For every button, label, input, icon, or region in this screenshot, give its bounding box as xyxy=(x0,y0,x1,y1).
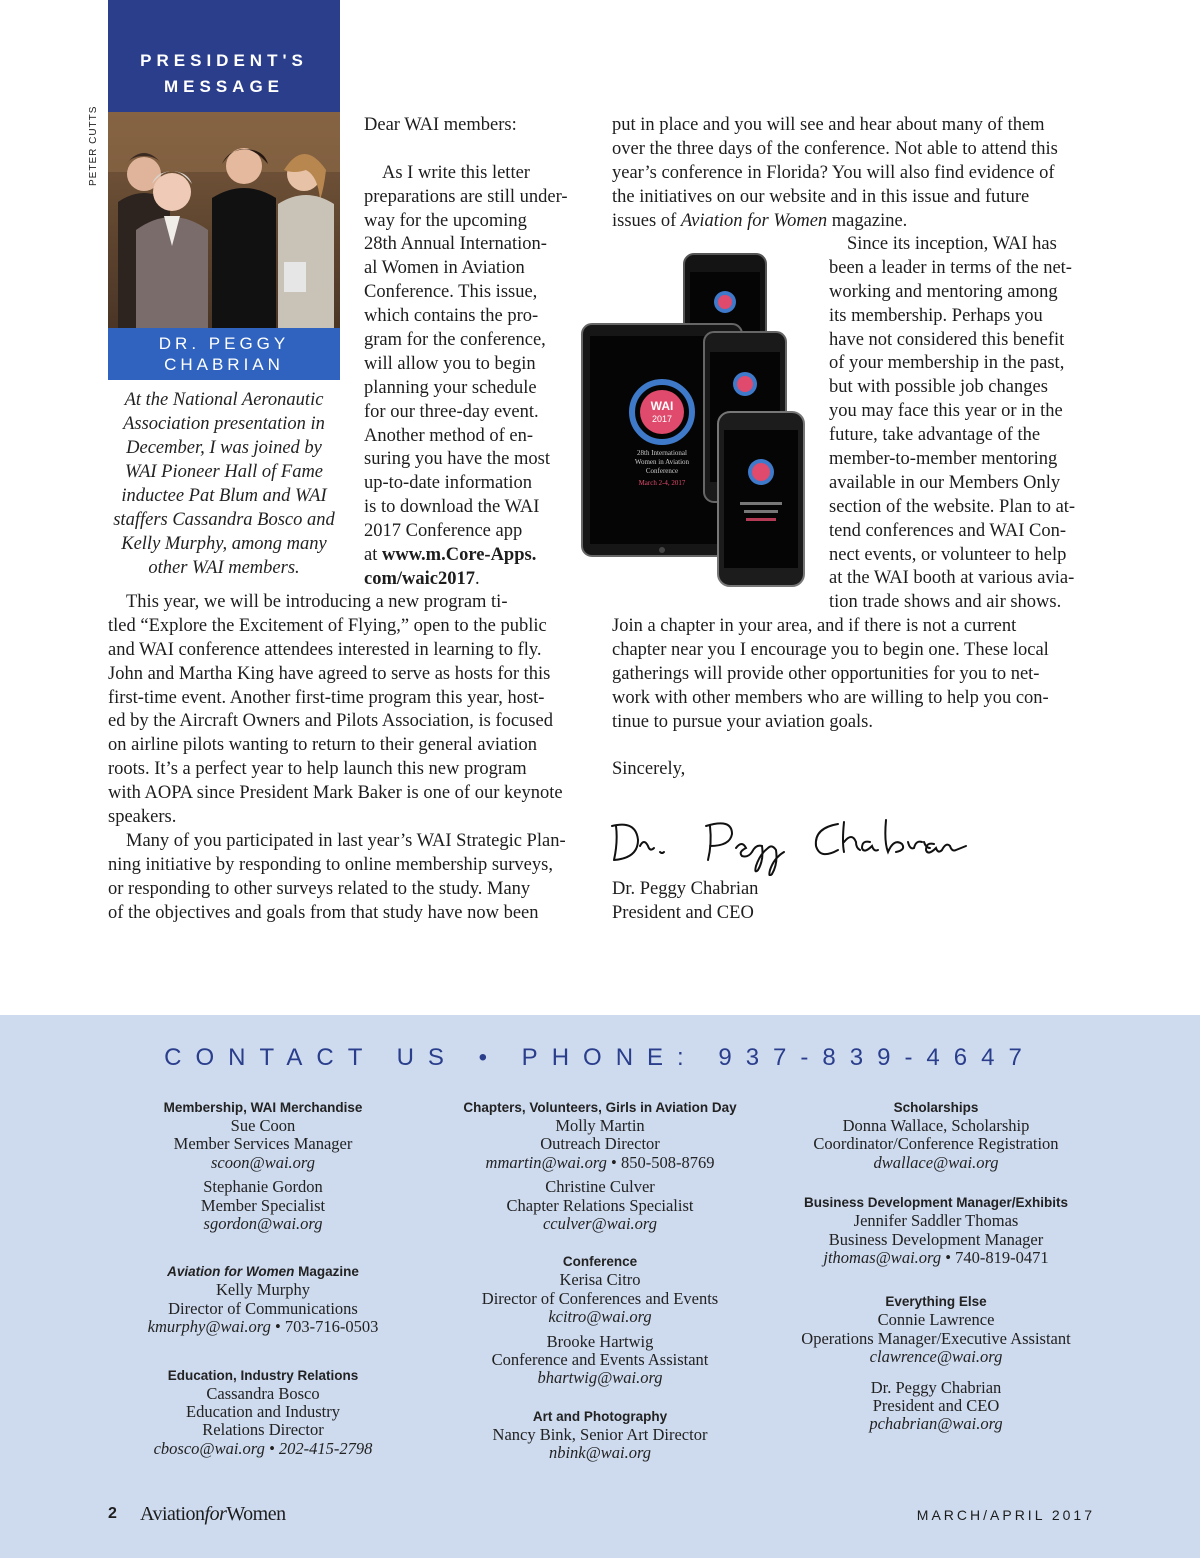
contact-role: Business Development Manager xyxy=(828,1229,1044,1249)
contact-name: Christine Culver xyxy=(545,1177,655,1197)
paragraph-line: but with possible job changes xyxy=(829,377,1048,398)
paragraph-line: As I write this letter xyxy=(382,162,530,183)
contact-email-phone: cbosco@wai.org • 202-415-2798 xyxy=(153,1438,373,1458)
caption-line: inductee Pat Blum and WAI xyxy=(121,486,327,506)
paragraph-line: Another method of en- xyxy=(364,425,534,446)
tablet-line1: 28th International xyxy=(637,449,687,457)
app-link-suffix: . xyxy=(474,568,480,589)
tablet-logo-text: WAI xyxy=(650,399,674,413)
contact-email-phone: jthomas@wai.org • 740-819-0471 xyxy=(823,1248,1049,1268)
contact-heading: Education, Industry Relations xyxy=(167,1367,359,1383)
handwritten-signature xyxy=(608,812,968,876)
blank-line xyxy=(612,734,1092,758)
contact-name: Donna Wallace, Scholarship xyxy=(842,1116,1030,1135)
contact-role: Outreach Director xyxy=(540,1134,660,1154)
letter-col1-wide xyxy=(108,591,588,925)
paragraph-line: Conference. This issue, xyxy=(364,282,538,303)
paragraph-line: first-time event. Another first-time program this year, host- xyxy=(108,687,545,708)
president-name-line2: CHABRIAN xyxy=(164,355,284,374)
contact-email[interactable]: cbosco@wai.org xyxy=(153,1438,265,1458)
tablet-logo-year: 2017 xyxy=(651,414,673,424)
caption-line: December, I was joined by xyxy=(126,438,322,458)
contact-name: Dr. Peggy Chabrian xyxy=(870,1377,1002,1397)
contact-name: Brooke Hartwig xyxy=(546,1331,654,1351)
closing: Sincerely, xyxy=(612,759,686,780)
contact-email[interactable]: dwallace@wai.org xyxy=(873,1152,999,1172)
contact-phone[interactable]: 703-716-0503 xyxy=(284,1317,379,1337)
paragraph-line: up-to-date information xyxy=(364,473,532,494)
contact-email-phone: mmartin@wai.org • 850-508-8769 xyxy=(485,1152,715,1172)
contact-name: Nancy Bink, Senior Art Director xyxy=(492,1424,708,1444)
caption-line: WAI Pioneer Hall of Fame xyxy=(124,462,324,482)
contact-heading: Membership, WAI Merchandise xyxy=(163,1100,363,1115)
contact-heading: Art and Photography xyxy=(532,1408,668,1424)
paragraph-line: member-to-member mentoring xyxy=(829,449,1058,470)
contact-email[interactable]: mmartin@wai.org xyxy=(485,1152,607,1172)
contact-phone[interactable]: 850-508-8769 xyxy=(620,1152,715,1172)
page-number: 2 xyxy=(108,1505,117,1522)
paragraph-line: tend conferences and WAI Con- xyxy=(829,520,1066,541)
paragraph-line: the initiatives on our website and in this issue and future xyxy=(612,186,1030,207)
contact-email[interactable]: sgordon@wai.org xyxy=(203,1214,323,1234)
paragraph-line: at the WAI booth at various avia- xyxy=(829,568,1075,589)
paragraph-line: ning initiative by responding to online membership surveys, xyxy=(108,854,553,875)
contact-email[interactable]: kmurphy@wai.org xyxy=(147,1317,271,1337)
magazine-name-part: Aviation xyxy=(140,1503,205,1525)
section-title xyxy=(108,48,340,100)
text-span: magazine. xyxy=(827,210,908,231)
letter-col2-top xyxy=(612,114,1092,233)
contact-role: Member Specialist xyxy=(200,1195,326,1215)
signer-title: President and CEO xyxy=(612,902,754,923)
contact-name: Sue Coon xyxy=(230,1116,296,1135)
section-title-line2: MESSAGE xyxy=(163,77,285,96)
contact-name: Connie Lawrence xyxy=(877,1310,995,1330)
signer-name: Dr. Peggy Chabrian xyxy=(612,879,759,899)
paragraph-line: roots. It’s a perfect year to help launch this new program xyxy=(108,759,527,780)
paragraph-line: will allow you to begin xyxy=(364,353,536,374)
contact-phone[interactable]: 202-415-2798 xyxy=(278,1438,373,1458)
paragraph-line: This year, we will be introducing a new program ti- xyxy=(126,592,508,612)
paragraph-line: section of the website. Plan to at- xyxy=(829,496,1076,517)
caption-line: Association presentation in xyxy=(123,414,325,434)
contact-heading: Conference xyxy=(562,1254,638,1270)
contact-email[interactable]: kcitro@wai.org xyxy=(548,1307,652,1327)
blank-line xyxy=(364,138,590,162)
letter-col2-bottom xyxy=(612,615,1092,782)
conference-app-image xyxy=(580,250,820,590)
contact-name: Jennifer Saddler Thomas xyxy=(853,1211,1019,1231)
paragraph-line: ed by the Aircraft Owners and Pilots Association, is focused xyxy=(108,711,553,732)
contact-email[interactable]: scoon@wai.org xyxy=(211,1152,315,1172)
contact-name: Kerisa Citro xyxy=(559,1270,641,1290)
contact-heading: Scholarships xyxy=(893,1100,979,1115)
paragraph-line: you may face this year or in the xyxy=(829,401,1063,422)
magazine-title: Aviation for Women xyxy=(680,210,828,231)
salutation: Dear WAI members: xyxy=(364,115,517,135)
contact-heading xyxy=(108,1263,418,1281)
section-title-line1: PRESIDENT'S xyxy=(140,51,308,70)
paragraph-line: which contains the pro- xyxy=(364,306,539,327)
paragraph-line: is to download the WAI xyxy=(364,497,540,518)
paragraph-line: year’s conference in Florida? You will also find evidence of xyxy=(612,162,1055,183)
paragraph-line: Many of you participated in last year’s WAI Strategic Plan- xyxy=(126,830,566,851)
magazine-name-part: Women xyxy=(226,1503,286,1525)
contact-email[interactable]: cculver@wai.org xyxy=(542,1214,657,1234)
photo-credit-text: PETER CUTTS xyxy=(88,105,99,186)
paragraph-line: 28th Annual Internation- xyxy=(364,234,547,255)
contact-column-2 xyxy=(440,1099,760,1463)
paragraph-line: or responding to other surveys related to the study. Many xyxy=(108,878,531,899)
tablet-line3: Conference xyxy=(645,467,679,475)
tablet-date: March 2-4, 2017 xyxy=(638,479,686,487)
paragraph-line: with AOPA since President Mark Baker is one of our keynote xyxy=(108,783,563,804)
contact-role: Member Services Manager xyxy=(173,1134,353,1154)
caption-line: other WAI members. xyxy=(148,558,300,578)
contact-email[interactable]: nbink@wai.org xyxy=(548,1443,652,1463)
contact-heading: Business Development Manager/Exhibits xyxy=(803,1195,1069,1211)
app-link-line xyxy=(364,568,590,592)
photo-credit xyxy=(84,105,104,190)
paragraph-line: been a leader in terms of the net- xyxy=(829,257,1072,278)
contact-email-phone: kmurphy@wai.org • 703-716-0503 xyxy=(147,1317,379,1337)
caption-line: staffers Cassandra Bosco and xyxy=(113,510,335,530)
contact-role: Education and Industry xyxy=(186,1402,340,1422)
contact-title: CONTACT US • PHONE: 937-839-4647 xyxy=(164,1044,1036,1071)
letter-col1-narrow xyxy=(364,114,590,592)
contact-name: Kelly Murphy xyxy=(216,1280,310,1300)
paragraph-line: speakers. xyxy=(108,807,177,828)
app-link-part2[interactable]: com/waic2017 xyxy=(364,568,475,589)
contact-name: Stephanie Gordon xyxy=(203,1177,323,1197)
contact-heading: Everything Else xyxy=(885,1294,987,1310)
paragraph-line: Since its inception, WAI has xyxy=(847,234,1057,254)
paragraph-line: chapter near you I encourage you to begin one. These local xyxy=(612,639,1049,660)
paragraph-line: for our three-day event. xyxy=(364,401,539,422)
paragraph-line: Join a chapter in your area, and if there is not a current xyxy=(612,616,1017,636)
app-link-part1[interactable]: www.m.Core-Apps. xyxy=(381,545,537,566)
photo-caption xyxy=(108,388,340,580)
contact-email[interactable]: pchabrian@wai.org xyxy=(869,1414,1003,1434)
tablet-line2: Women in Aviation xyxy=(634,458,690,466)
paragraph-line: 2017 Conference app xyxy=(364,521,523,542)
paragraph-line: its membership. Perhaps you xyxy=(829,305,1043,326)
contact-role: Chapter Relations Specialist xyxy=(506,1195,694,1215)
paragraph-line xyxy=(612,210,1092,234)
contact-phone[interactable]: 740-819-0471 xyxy=(955,1248,1049,1268)
paragraph-line: nect events, or volunteer to help xyxy=(829,544,1067,565)
paragraph-line: way for the upcoming xyxy=(364,210,527,231)
paragraph-line: suring you have the most xyxy=(364,449,551,470)
paragraph-line: work with other members who are willing to help you con- xyxy=(612,687,1049,708)
contact-heading-suffix: Magazine xyxy=(294,1264,359,1280)
group-photo xyxy=(108,112,340,328)
president-name xyxy=(108,333,340,375)
contact-heading-italic: Aviation for Women xyxy=(167,1264,295,1280)
paragraph-line: John and Martha King have agreed to serve as hosts for this xyxy=(108,663,551,684)
contact-email[interactable]: bhartwig@wai.org xyxy=(537,1368,663,1388)
app-link-line xyxy=(364,544,590,568)
contact-heading: Chapters, Volunteers, Girls in Aviation Day xyxy=(463,1100,737,1115)
paragraph-line: put in place and you will see and hear about many of them xyxy=(612,115,1045,135)
paragraph-line: gram for the conference, xyxy=(364,330,546,351)
paragraph-line: tion trade shows and air shows. xyxy=(829,592,1062,613)
text-span: issues of xyxy=(612,210,681,231)
paragraph-line: working and mentoring among xyxy=(829,281,1058,302)
contact-role: Relations Director xyxy=(202,1420,324,1440)
contact-role: Conference and Events Assistant xyxy=(491,1350,709,1370)
caption-line: Kelly Murphy, among many xyxy=(121,534,327,554)
magazine-name xyxy=(140,1503,286,1526)
paragraph-line: of the objectives and goals from that study have now been xyxy=(108,902,539,923)
contact-email[interactable]: clawrence@wai.org xyxy=(869,1347,1003,1367)
letter-col2-narrow xyxy=(829,233,1094,615)
paragraph-line: have not considered this benefit xyxy=(829,329,1065,350)
president-name-line1: DR. PEGGY xyxy=(158,334,290,353)
contact-role: President and CEO xyxy=(872,1396,1000,1416)
contact-role: Director of Communications xyxy=(168,1298,358,1318)
contact-name: Molly Martin xyxy=(555,1116,645,1135)
contact-role: Director of Conferences and Events xyxy=(481,1288,719,1308)
paragraph-line: tled “Explore the Excitement of Flying,” open to the public xyxy=(108,615,547,636)
paragraph-line: over the three days of the conference. Not able to attend this xyxy=(612,138,1058,159)
caption-line: At the National Aeronautic xyxy=(124,390,324,410)
paragraph-line: gatherings will provide other opportunities for you to net- xyxy=(612,663,1040,684)
signature-block xyxy=(612,878,912,926)
contact-role: Coordinator/Conference Registration xyxy=(813,1134,1059,1154)
paragraph-line: of your membership in the past, xyxy=(829,353,1065,374)
contact-column-3 xyxy=(780,1099,1092,1434)
contact-email[interactable]: jthomas@wai.org xyxy=(823,1248,942,1268)
contact-name: Cassandra Bosco xyxy=(206,1383,320,1403)
paragraph-line: and WAI conference attendees interested in learning to fly. xyxy=(108,639,542,660)
paragraph-line: preparations are still under- xyxy=(364,186,568,207)
issue-date: MARCH/APRIL 2017 xyxy=(916,1507,1095,1523)
contact-role: Operations Manager/Executive Assistant xyxy=(801,1328,1071,1348)
paragraph-line: available in our Members Only xyxy=(829,472,1061,493)
app-link-prefix: at xyxy=(364,545,382,566)
paragraph-line: planning your schedule xyxy=(364,377,537,398)
paragraph-line: tinue to pursue your aviation goals. xyxy=(612,711,874,732)
paragraph-line: al Women in Aviation xyxy=(364,258,525,279)
magazine-name-part: for xyxy=(204,1503,227,1525)
contact-column-1 xyxy=(108,1099,418,1458)
paragraph-line: future, take advantage of the xyxy=(829,425,1041,446)
paragraph-line: on airline pilots wanting to return to their general aviation xyxy=(108,735,537,756)
